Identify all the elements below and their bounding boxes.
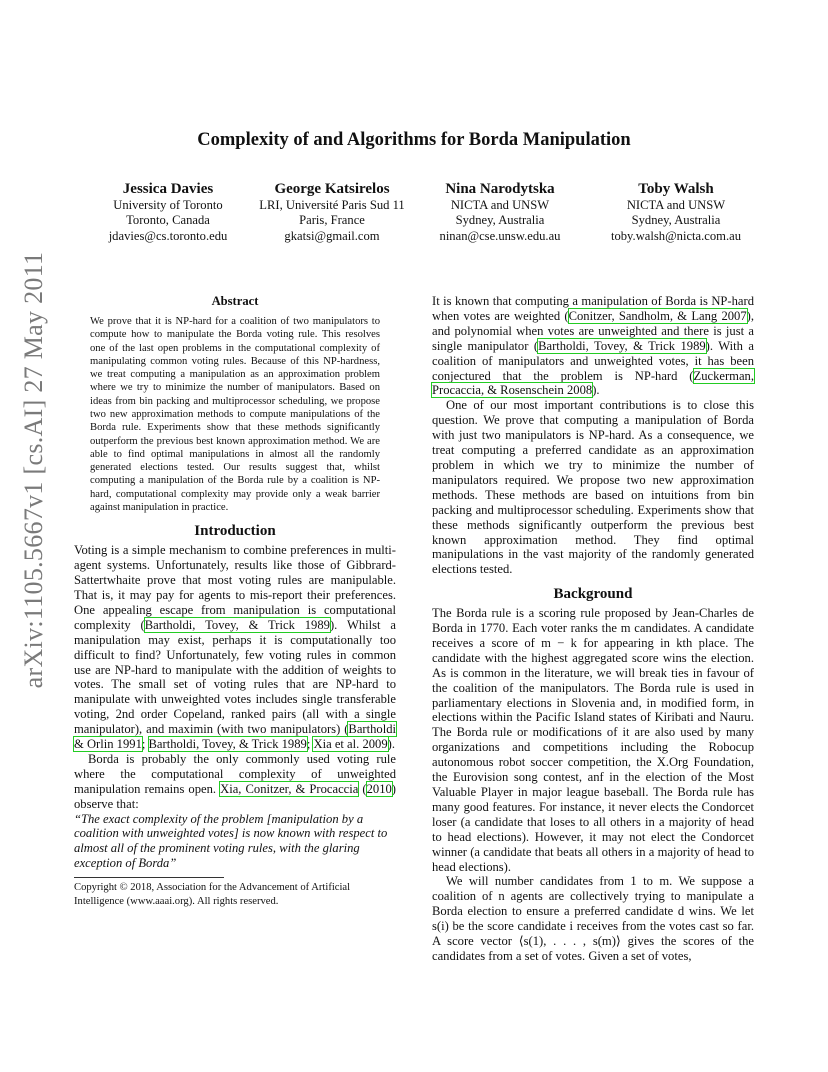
background-paragraph-1: The Borda rule is a scoring rule proposed by Jean-Charles de Borda in 1770. Each voter ranks the m candidates. A candidate receives a score of m − k for appearing in kth place. The candidate with the highest aggregated score wins the election. As is common in the literature, we will break ties in favour of the coalition of the manipulators. The Borda rule is used in parliamentary elections in Slovenia and, in modified form, in elections within the Pacific Island states of Kiribati and Nauru. The Borda rule or modifications of it are also used by many organizations and competitions including the Robocup autonomous robot soccer competition, the X.Org Foundation, the Eurovision song contest, anf in the election of the Most Valuable Player in major league baseball. The Borda rule has many good features. For instance, it never elects the Condorcet loser (a candidate that loses to all others in a majority of head to head elections). However, it may not elect the Condorcet winner (a candidate that beats all others in a majority of head to head elections). bbox=[432, 606, 754, 874]
text-run: ), and polynomial when votes are unweighted and there is just a single manipulator ( bbox=[432, 308, 754, 353]
text-run: ). Whilst a manipulation may exist, perhaps it is computationally too difficult to find? Unfortunately, few voting rules in common use are NP-hard to manipulate with the addition of weights to votes. The small set of voting rules that are NP-hard to manipulate with unweighted votes includes single transferable voting, 2nd order Copeland, ranked pairs (all with a single manipulator), and maximin (with two manipulators) ( bbox=[74, 617, 396, 737]
abstract-text: We prove that it is NP-hard for a coalition of two manipulators to compute how to manipulate the Borda voting rule. This resolves one of the last open problems in the computational complexity of manipulating common voting rules. Because of this NP-hardness, we treat computing a manipulation as an approximation problem where we try to minimize the number of manipulators. Based on ideas from bin packing and multiprocessor scheduling, we propose two new approximation methods to compute manipulations of the Borda rule. Experiments show that these methods significantly outperform the previous best known approximation method. We are able to find optimal manipulations in almost all the randomly generated elections tested. Our results suggest that, whilst computing a manipulation of the Borda rule by a coalition is NP-hard, computational complexity may provide only a weak barrier against manipulation in practice. bbox=[90, 315, 380, 514]
text-run: ). bbox=[592, 383, 600, 398]
author-location: Sydney, Australia bbox=[631, 213, 721, 228]
citation-link[interactable]: 2010 bbox=[366, 781, 392, 796]
author-email: jdavies@cs.toronto.edu bbox=[108, 228, 228, 243]
author-name: Jessica Davies bbox=[122, 181, 214, 197]
citation-link[interactable]: Conitzer, Sandholm, & Lang 2007 bbox=[568, 308, 747, 323]
copyright-notice: Copyright © 2018, Association for the Advancement of Artificial Intelligence (www.aaai.org). All rights reserved. bbox=[74, 882, 351, 907]
author-email: toby.walsh@nicta.com.au bbox=[610, 228, 742, 243]
author-affiliation: LRI, Université Paris Sud 11 bbox=[259, 198, 405, 212]
paper-title: Complexity of and Algorithms for Borda Manipulation bbox=[197, 130, 631, 150]
text-run: ( bbox=[358, 781, 367, 796]
background-heading: Background bbox=[553, 586, 633, 603]
intro-quote: “The exact complexity of the problem [manipulation by a coalition with unweighted votes] is now known with respect to almost all of the prominent voting rules, with the glaring exception of Borda” bbox=[74, 811, 388, 871]
citation-link[interactable]: Xia et al. 2009 bbox=[313, 737, 388, 752]
arxiv-identifier: arXiv:1105.5667v1 [cs.AI] 27 May 2011 bbox=[19, 251, 48, 689]
text-run: ; bbox=[141, 737, 149, 752]
author-name: George Katsirelos bbox=[274, 181, 390, 197]
introduction-heading: Introduction bbox=[194, 523, 276, 540]
left-column bbox=[74, 294, 396, 908]
author-location: Sydney, Australia bbox=[455, 213, 545, 228]
citation-link[interactable]: Bartholdi, Tovey, & Trick 1989 bbox=[148, 737, 307, 752]
footnote-rule bbox=[74, 877, 224, 878]
author-location: Paris, France bbox=[299, 213, 365, 228]
author-email: ninan@cse.unsw.edu.au bbox=[439, 228, 561, 243]
arxiv-sidebar bbox=[0, 0, 60, 1072]
right-paragraph-1 bbox=[432, 294, 754, 398]
text-run: ). With a coalition of manipulators and unweighted votes, it has been conjectured that the problem is NP-hard ( bbox=[432, 338, 754, 383]
author-block-4 bbox=[576, 180, 776, 244]
author-name: Nina Narodytska bbox=[445, 181, 555, 197]
intro-paragraph-2 bbox=[74, 752, 396, 812]
text-run: It is known that computing a manipulation of Borda is NP-hard when votes are weighted ( bbox=[432, 294, 754, 323]
right-paragraph-2: One of our most important contributions is to close this question. We prove that computing a manipulation of Borda with just two manipulators is NP-hard. As a consequence, we treat computing a preferred candidate as an approximation problem in which we try to minimize the number of manipulators required. We propose two new approximation methods. These methods are based on intuitions from bin packing and multiprocessor scheduling. Experiments show that these methods significantly outperform the previous best known approximation method. They find optimal manipulations in the vast majority of the randomly generated elections tested. bbox=[432, 398, 754, 577]
text-run: ). bbox=[387, 737, 395, 752]
intro-paragraph-1 bbox=[74, 543, 396, 752]
citation-link[interactable]: Xia, Conitzer, & Procaccia bbox=[220, 781, 359, 796]
citation-link[interactable]: Bartholdi, Tovey, & Trick 1989 bbox=[538, 338, 706, 353]
text-run: Voting is a simple mechanism to combine preferences in multi-agent systems. Unfortunately, results like those of Gibbrard-Sattertwhaite prove that most voting rules are manipulable. That is, it may pay for agents to mis-report their preferences. One appealing escape from manipulation is computational complexity ( bbox=[74, 543, 396, 632]
author-email: gkatsi@gmail.com bbox=[284, 228, 380, 243]
author-affiliation: NICTA and UNSW bbox=[450, 198, 550, 212]
author-location: Toronto, Canada bbox=[126, 213, 210, 228]
background-paragraph-2: We will number candidates from 1 to m. We suppose a coalition of n agents are collectively trying to manipulate a Borda election to ensure a preferred candidate d wins. We let s(i) be the score candidate i receives from the votes cast so far. A score vector ⟨s(1), . . . , s(m)⟩ gives the scores of the candidates from a set of votes. Given a set of votes, bbox=[432, 874, 754, 963]
author-affiliation: University of Toronto bbox=[113, 198, 223, 212]
citation-link[interactable]: Zuckerman, Procaccia, & Rosenschein 2008 bbox=[432, 368, 754, 398]
text-run: Borda is probably the only commonly used voting rule where the computational complexity of unweighted manipulation remains open. bbox=[74, 751, 396, 796]
text-run: ; bbox=[306, 737, 314, 752]
text-run: ) observe that: bbox=[74, 781, 396, 811]
citation-link[interactable]: Bartholdi, Tovey, & Trick 1989 bbox=[144, 617, 330, 632]
right-column bbox=[432, 294, 754, 964]
author-affiliation: NICTA and UNSW bbox=[626, 198, 726, 212]
author-name: Toby Walsh bbox=[638, 181, 714, 197]
author-block-3 bbox=[400, 180, 600, 244]
citation-link[interactable]: Bartholdi & Orlin 1991 bbox=[74, 722, 396, 752]
abstract-heading: Abstract bbox=[211, 294, 259, 308]
